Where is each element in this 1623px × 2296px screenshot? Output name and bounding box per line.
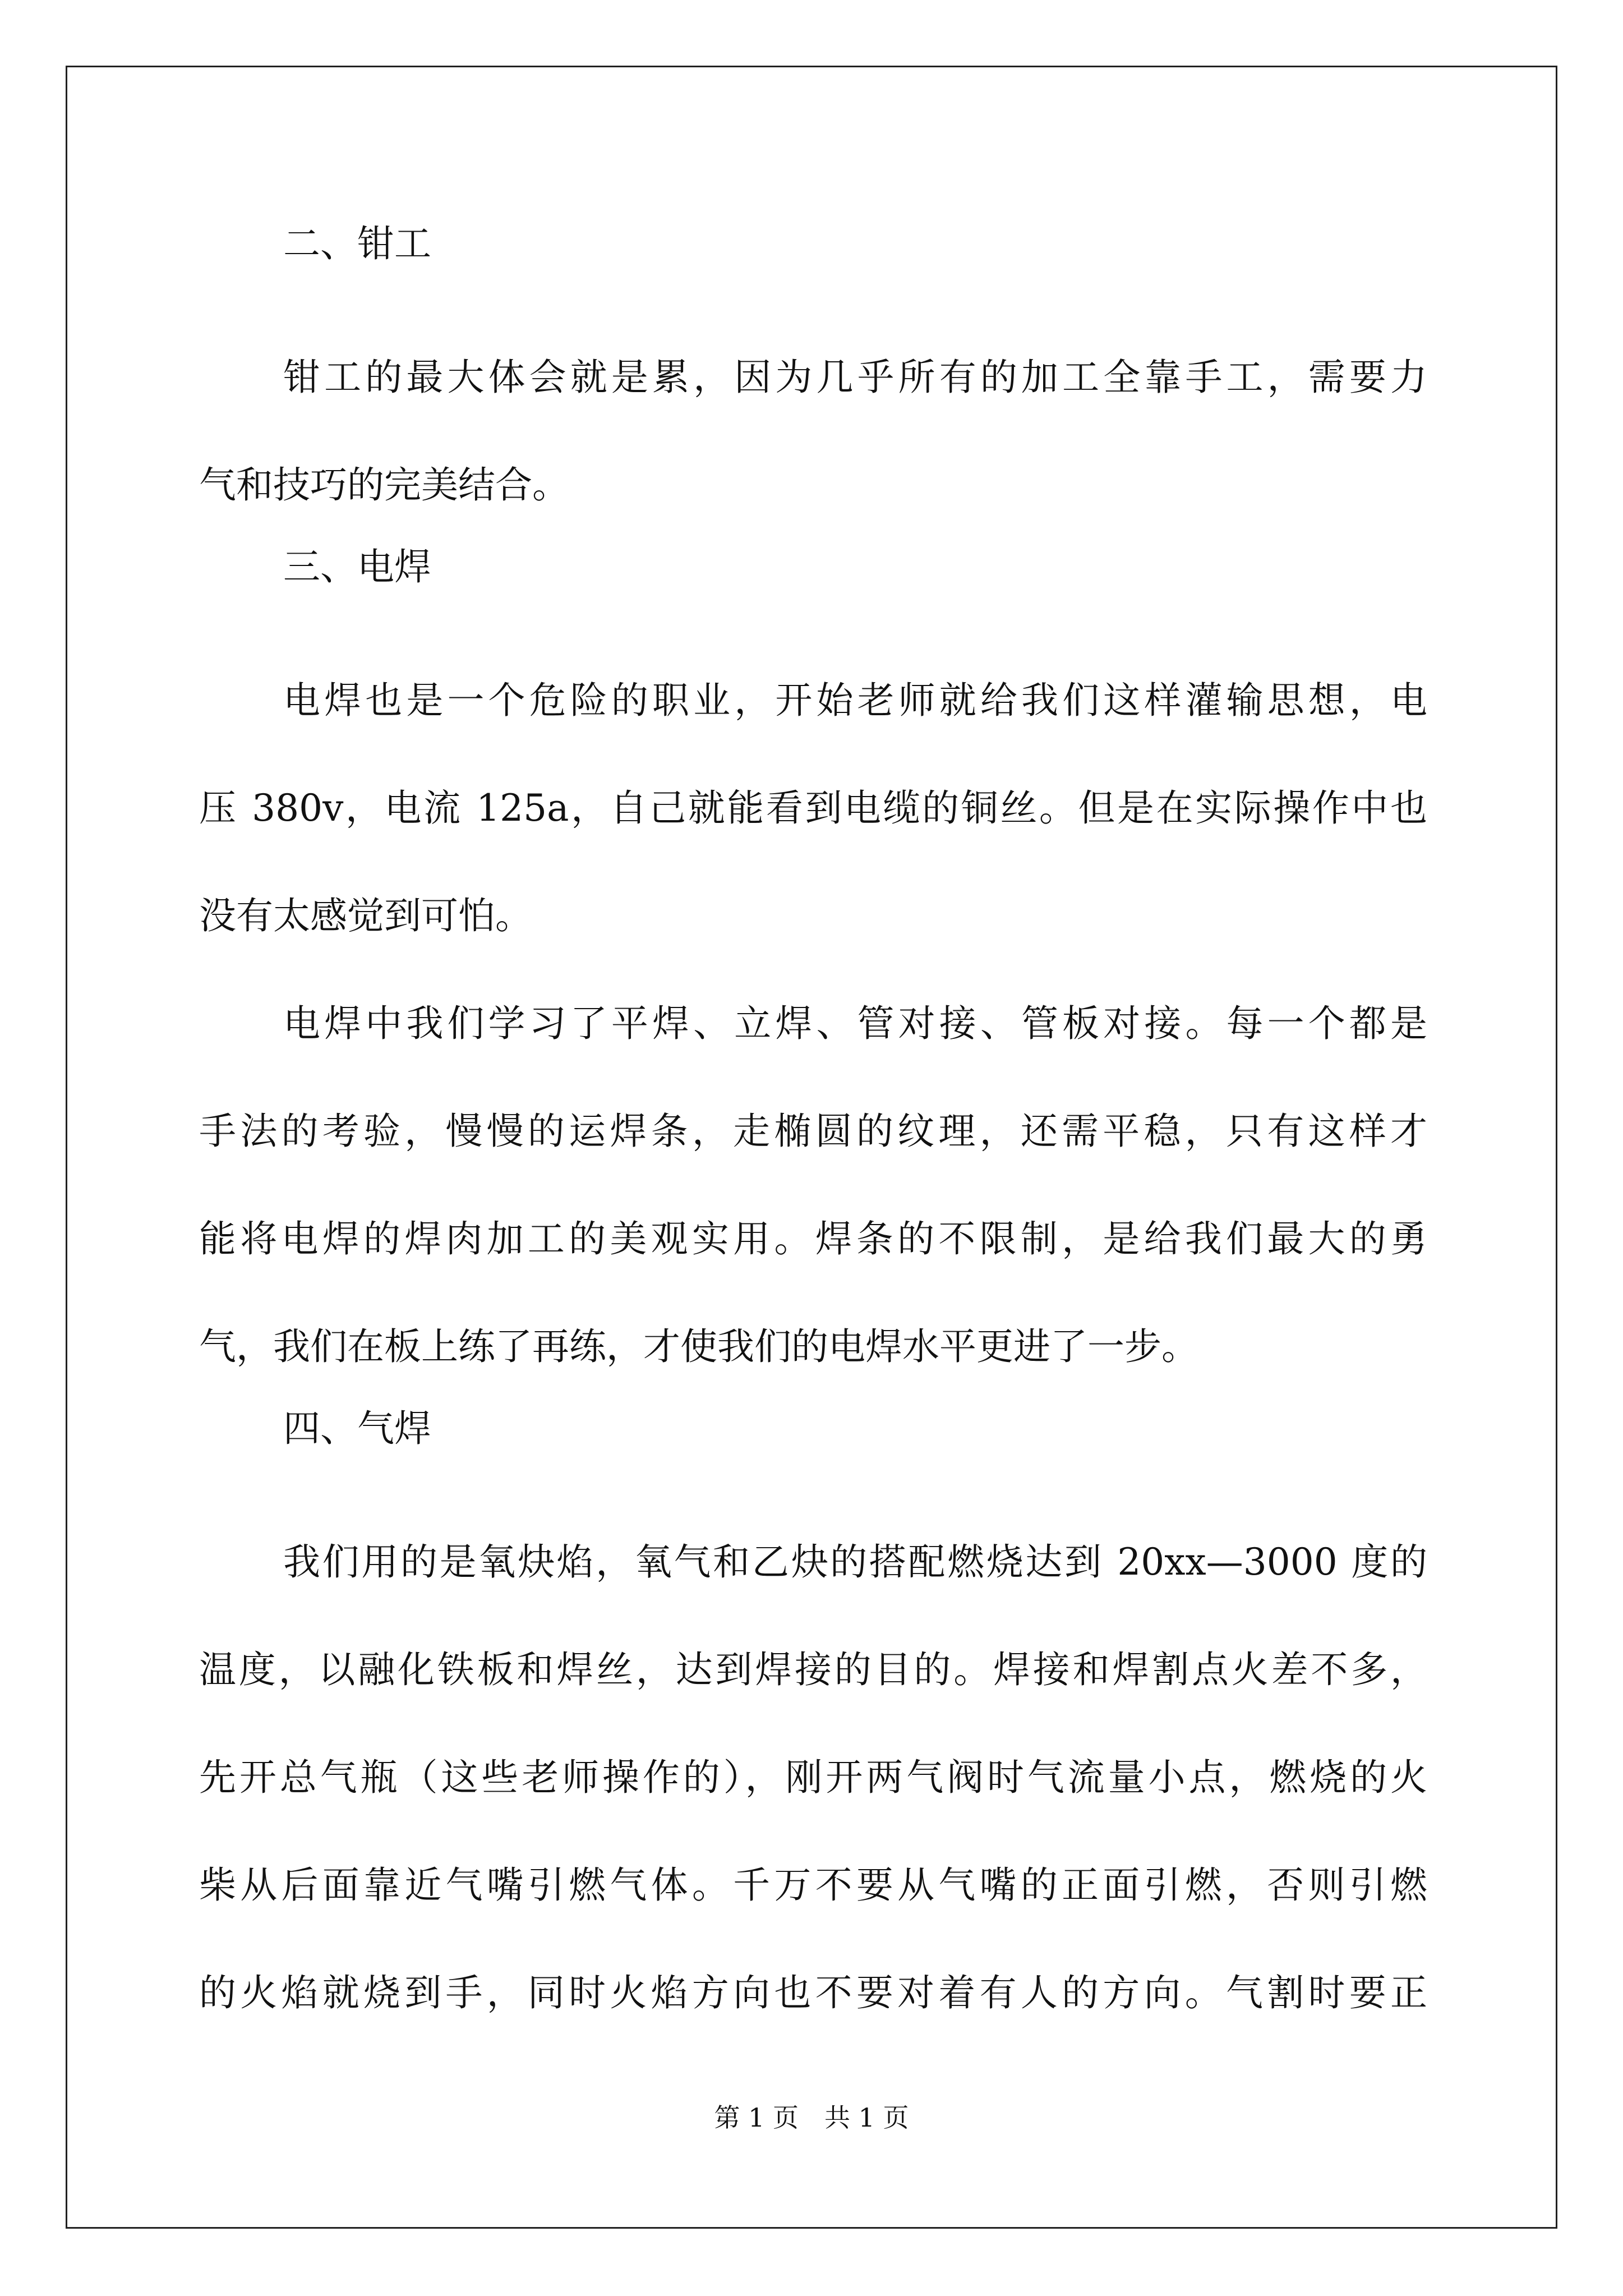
section-heading-fitter: 二、钳工 <box>283 222 431 265</box>
paragraph-line: 我们用的是氧炔焰，氧气和乙炔的搭配燃烧达到 20xx—3000 度的 <box>283 1540 1427 1584</box>
paragraph-line: 的火焰就烧到手，同时火焰方向也不要对着有人的方向。气割时要正 <box>199 1971 1427 2014</box>
paragraph-line: 气和技巧的完美结合。 <box>199 463 569 507</box>
paragraph-line: 没有太感觉到可怕。 <box>199 894 532 937</box>
paragraph-line: 柴从后面靠近气嘴引燃气体。千万不要从气嘴的正面引燃，否则引燃 <box>199 1864 1427 1907</box>
section-heading-welding: 三、电焊 <box>283 545 431 588</box>
document-body <box>199 216 1427 2047</box>
paragraph-line: 先开总气瓶（这些老师操作的），刚开两气阀时气流量小点，燃烧的火 <box>199 1756 1427 1799</box>
section-heading-gas-welding: 四、气焊 <box>283 1407 431 1450</box>
paragraph-welding-intro <box>199 647 1427 970</box>
paragraph-line: 钳工的最大体会就是累，因为几乎所有的加工全靠手工，需要力 <box>283 356 1427 399</box>
paragraph-line: 气，我们在板上练了再练，才使我们的电焊水平更进了一步。 <box>199 1325 1198 1368</box>
paragraph-welding-techniques <box>199 970 1427 1401</box>
paragraph-fitter <box>199 324 1427 539</box>
page-number-footer: 第 1 页 共 1 页 <box>714 2102 909 2133</box>
paragraph-line: 温度，以融化铁板和焊丝，达到焊接的目的。焊接和焊割点火差不多， <box>199 1648 1427 1691</box>
paragraph-line: 能将电焊的焊肉加工的美观实用。焊条的不限制，是给我们最大的勇 <box>199 1217 1427 1260</box>
paragraph-line: 压 380v，电流 125a，自己就能看到电缆的铜丝。但是在实际操作中也 <box>199 786 1427 830</box>
paragraph-line: 电焊中我们学习了平焊、立焊、管对接、管板对接。每一个都是 <box>283 1002 1427 1045</box>
paragraph-gas-welding <box>199 1508 1427 2047</box>
paragraph-line: 电焊也是一个危险的职业，开始老师就给我们这样灌输思想，电 <box>283 679 1427 722</box>
paragraph-line: 手法的考验，慢慢的运焊条，走椭圆的纹理，还需平稳，只有这样才 <box>199 1110 1427 1153</box>
